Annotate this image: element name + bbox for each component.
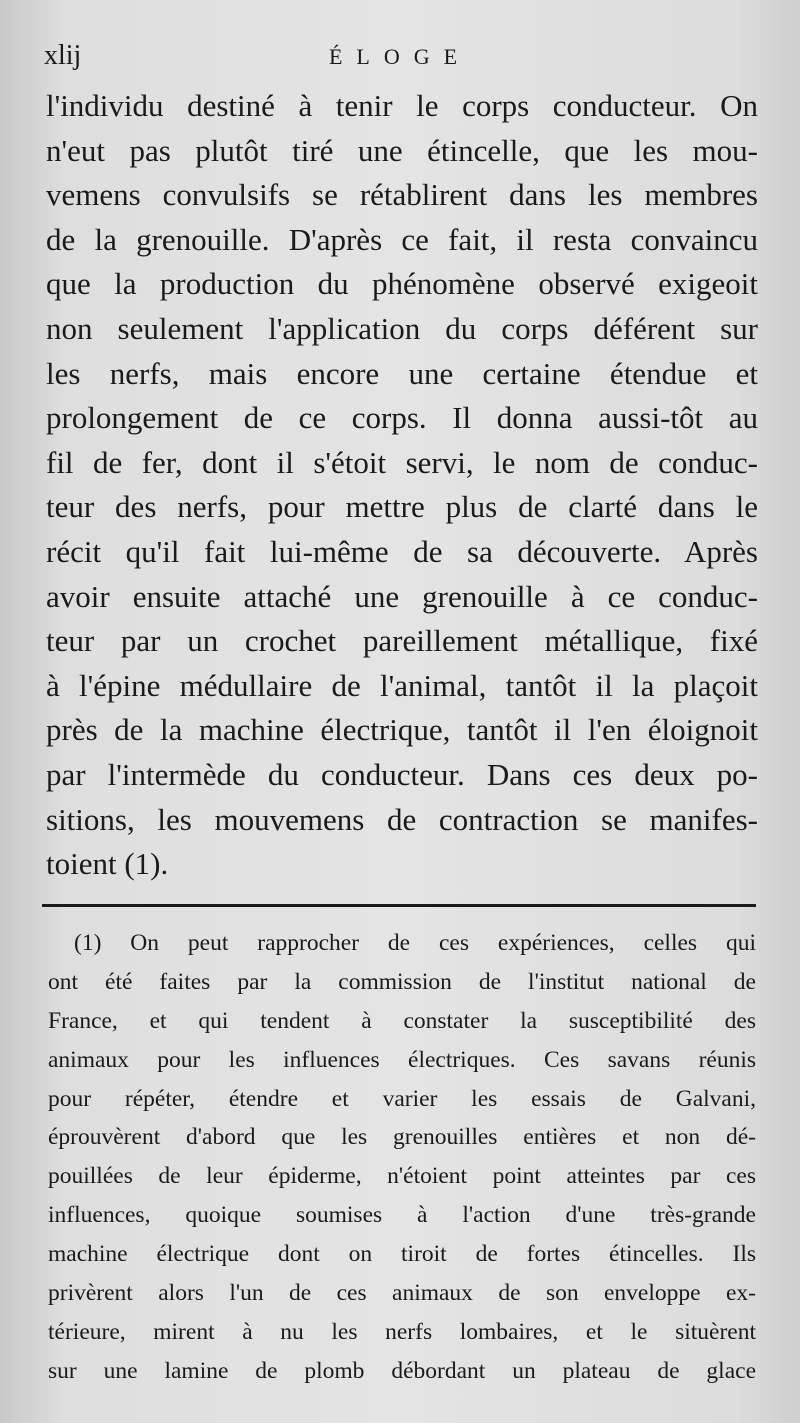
body-line: teur des nerfs, pour mettre plus de clarté dans le (46, 489, 758, 525)
footnote-line: influences, quoique soumises à l'action d'une très-grande (48, 1202, 756, 1229)
footnote-line: ont été faites par la commission de l'institut national de (48, 968, 756, 995)
footnote-divider (42, 904, 756, 907)
footnote (48, 924, 756, 1391)
footnote-line: privèrent alors l'un de ces animaux de son enveloppe ex- (48, 1280, 756, 1307)
running-head: ÉLOGE (328, 44, 472, 69)
body-line: vemens convulsifs se rétablirent dans les membres (46, 177, 758, 213)
body-line: fil de fer, dont il s'étoit servi, le nom de conduc- (46, 444, 758, 480)
body-line: teur par un crochet pareillement métallique, fixé (46, 623, 758, 659)
body-line: près de la machine électrique, tantôt il l'en éloignoit (46, 712, 758, 748)
footnote-line: pouillées de leur épiderme, n'étoient point atteintes par ces (48, 1163, 756, 1190)
footnote-line: (1) On peut rapprocher de ces expériences, celles qui (74, 930, 756, 956)
body-line: que la production du phénomène observé exigeoit (46, 266, 758, 302)
footnote-line: machine électrique dont on tiroit de fortes étincelles. Ils (48, 1241, 756, 1268)
page-number: xlij (44, 40, 82, 71)
footnote-line: éprouvèrent d'abord que les grenouilles entières et non dé- (48, 1124, 756, 1151)
body-line: avoir ensuite attaché une grenouille à ce conduc- (46, 578, 758, 614)
body-line: de la grenouille. D'après ce fait, il resta convaincu (46, 221, 758, 257)
body-line: l'individu destiné à tenir le corps conducteur. On (46, 88, 758, 123)
footnote-line: térieure, mirent à nu les nerfs lombaires, et le situèrent (48, 1318, 756, 1345)
body-text (46, 84, 758, 887)
body-line: à l'épine médullaire de l'animal, tantôt il la plaçoit (46, 667, 758, 703)
body-line: récit qu'il fait lui-même de sa découverte. Après (46, 533, 758, 569)
body-line: les nerfs, mais encore une certaine étendue et (46, 355, 758, 391)
body-line: sitions, les mouvemens de contraction se manifes- (46, 801, 758, 837)
footnote-line: sur une lamine de plomb débordant un plateau de glace (48, 1357, 756, 1384)
footnote-line: France, et qui tendent à constater la susceptibilité des (48, 1007, 756, 1034)
body-line: n'eut pas plutôt tiré une étincelle, que les mou- (46, 132, 758, 168)
body-line: par l'intermède du conducteur. Dans ces deux po- (46, 756, 758, 792)
footnote-line: pour répéter, étendre et varier les essais de Galvani, (48, 1085, 756, 1112)
footnote-line: animaux pour les influences électriques. Ces savans réunis (48, 1046, 756, 1073)
body-line: prolongement de ce corps. Il donna aussi-tôt au (46, 400, 758, 436)
body-line: toient (1). (46, 846, 169, 882)
body-line: non seulement l'application du corps déférent sur (46, 310, 758, 346)
page-header (44, 40, 756, 80)
